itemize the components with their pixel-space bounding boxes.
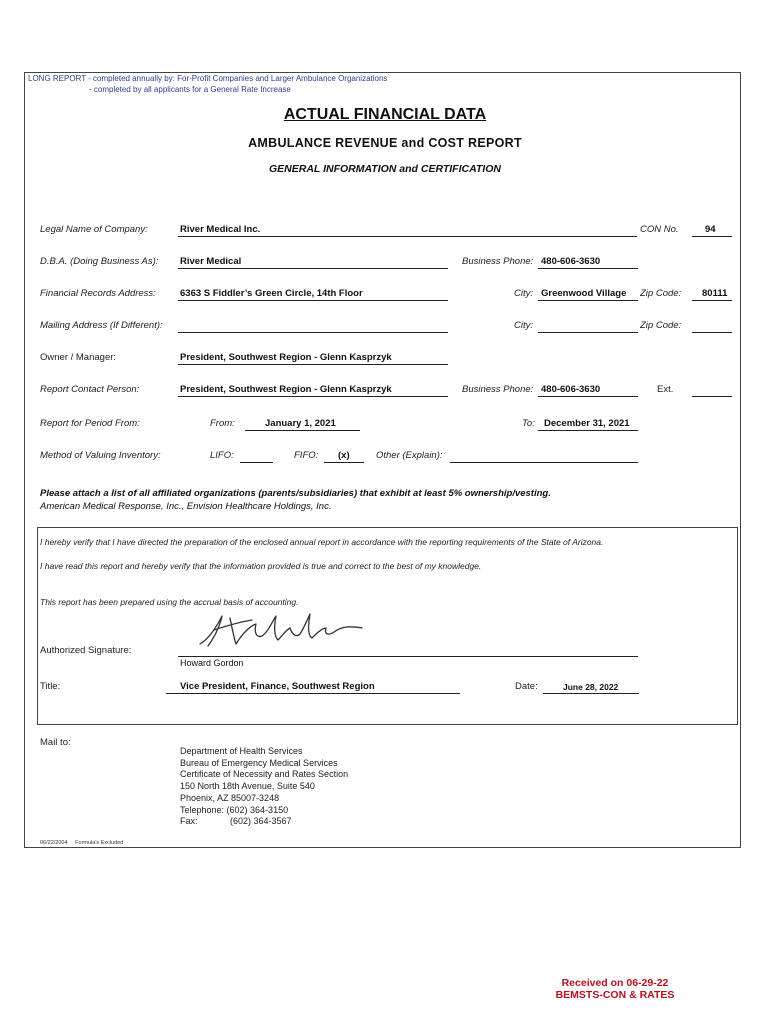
- period-label: Report for Period From:: [40, 418, 140, 429]
- city-value[interactable]: Greenwood Village: [541, 288, 627, 299]
- cert-line-1: I hereby verify that I have directed the preparation of the enclosed annual report in accordance with the reporting requirements of the State of Arizona.: [40, 537, 604, 547]
- contact-phone-value[interactable]: 480-606-3630: [541, 384, 601, 395]
- city-label: City:: [514, 288, 533, 299]
- contact-line: [178, 396, 448, 397]
- title-line: [166, 693, 460, 694]
- fifo-line: [324, 462, 364, 463]
- mail-line: Telephone: (602) 364-3150: [180, 804, 289, 815]
- city-line: [538, 300, 638, 301]
- affiliates-instruction: Please attach a list of all affiliated organizations (parents/subsidiaries) that exhibit at least 5% ownership/vesting.: [40, 488, 551, 499]
- stamp-line-1: Received on 06-29-22: [561, 977, 669, 989]
- dba-value[interactable]: River Medical: [180, 256, 242, 267]
- mail-line: Fax: (602) 364-3567: [180, 816, 292, 827]
- financial-address-label: Financial Records Address:: [40, 288, 156, 299]
- con-value[interactable]: 94: [705, 224, 716, 235]
- business-phone-label: Business Phone:: [462, 256, 534, 267]
- fifo-value[interactable]: (x): [338, 450, 350, 461]
- mail-line: Bureau of Emergency Medical Services: [180, 757, 338, 768]
- dba-line: [178, 268, 448, 269]
- ext-label: Ext.: [657, 384, 674, 395]
- mail-to-label: Mail to:: [40, 737, 71, 748]
- from-label: From:: [210, 418, 235, 429]
- zip-value[interactable]: 80111: [702, 288, 728, 299]
- contact-phone-label: Business Phone:: [462, 384, 534, 395]
- contact-phone-line: [538, 396, 638, 397]
- stamp-line-2: BEMSTS-CON & RATES: [555, 989, 675, 1001]
- certification-box: [37, 527, 738, 725]
- fifo-label: FIFO:: [294, 450, 319, 461]
- header-line-1: LONG REPORT - completed annually by: For-Profit Companies and Larger Ambulance Organizations: [28, 74, 388, 83]
- business-phone-value[interactable]: 480-606-3630: [541, 256, 601, 267]
- to-line: [538, 430, 638, 431]
- mail-line: Certificate of Necessity and Rates Section: [180, 769, 349, 780]
- owner-line: [178, 364, 448, 365]
- title-value[interactable]: Vice President, Finance, Southwest Region: [180, 681, 375, 692]
- other-line[interactable]: [450, 462, 638, 463]
- financial-address-value[interactable]: 6363 S Fiddler’s Green Circle, 14th Floor: [180, 288, 363, 299]
- date-label: Date:: [515, 681, 538, 692]
- signature-line[interactable]: [178, 656, 638, 657]
- contact-value[interactable]: President, Southwest Region - Glenn Kasprzyk: [180, 384, 392, 395]
- owner-value[interactable]: President, Southwest Region - Glenn Kasprzyk: [180, 352, 392, 363]
- signer-name: Howard Gordon: [180, 658, 244, 668]
- owner-label: Owner / Manager:: [40, 352, 117, 363]
- page-title: ACTUAL FINANCIAL DATA: [283, 106, 487, 123]
- legal-name-line: [178, 236, 637, 237]
- contact-label: Report Contact Person:: [40, 384, 140, 395]
- title-label: Title:: [40, 681, 61, 692]
- mail-line: 150 North 18th Avenue, Suite 540: [180, 781, 315, 792]
- zip-line: [692, 300, 732, 301]
- mail-city-line[interactable]: [538, 332, 638, 333]
- inventory-label: Method of Valuing Inventory:: [40, 450, 161, 461]
- form-code: 06/22/2004 Formula's Excluded: [40, 840, 124, 846]
- lifo-label: LIFO:: [210, 450, 234, 461]
- mail-address-block: [180, 746, 348, 828]
- page-subtitle: AMBULANCE REVENUE and COST REPORT: [248, 136, 522, 150]
- from-line: [245, 430, 360, 431]
- cert-line-2: I have read this report and hereby verify that the information provided is true and correct to the best of my knowledge.: [40, 561, 482, 571]
- dba-label: D.B.A. (Doing Business As):: [40, 256, 159, 267]
- received-stamp: [540, 977, 690, 1001]
- mail-zip-label: Zip Code:: [640, 320, 682, 331]
- signature-label: Authorized Signature:: [40, 645, 132, 656]
- mail-city-label: City:: [514, 320, 533, 331]
- financial-address-line: [178, 300, 448, 301]
- legal-name-label: Legal Name of Company:: [40, 224, 148, 235]
- handwritten-signature: [196, 608, 368, 650]
- to-value[interactable]: December 31, 2021: [544, 418, 630, 429]
- con-line: [692, 236, 732, 237]
- section-title: GENERAL INFORMATION and CERTIFICATION: [269, 163, 501, 175]
- mailing-address-line[interactable]: [178, 332, 448, 333]
- cert-line-3: This report has been prepared using the accrual basis of accounting.: [40, 597, 299, 607]
- ext-line[interactable]: [692, 396, 732, 397]
- mail-line: Phoenix, AZ 85007-3248: [180, 792, 280, 803]
- to-label: To:: [522, 418, 535, 429]
- date-line: [543, 693, 639, 694]
- from-value[interactable]: January 1, 2021: [265, 418, 336, 429]
- con-label: CON No.: [640, 224, 679, 235]
- date-value[interactable]: June 28, 2022: [563, 682, 619, 692]
- mail-zip-line[interactable]: [692, 332, 732, 333]
- mail-line: Department of Health Services: [180, 746, 303, 756]
- other-label: Other (Explain):: [376, 450, 443, 461]
- legal-name-value[interactable]: River Medical Inc.: [180, 224, 261, 235]
- lifo-line[interactable]: [240, 462, 273, 463]
- header-line-2: - completed by all applicants for a General Rate Increase: [89, 85, 291, 94]
- business-phone-line: [538, 268, 638, 269]
- mailing-address-label: Mailing Address (If Different):: [40, 320, 163, 331]
- affiliates-list[interactable]: American Medical Response, Inc., Envision Healthcare Holdings, Inc.: [40, 501, 332, 512]
- zip-label: Zip Code:: [640, 288, 682, 299]
